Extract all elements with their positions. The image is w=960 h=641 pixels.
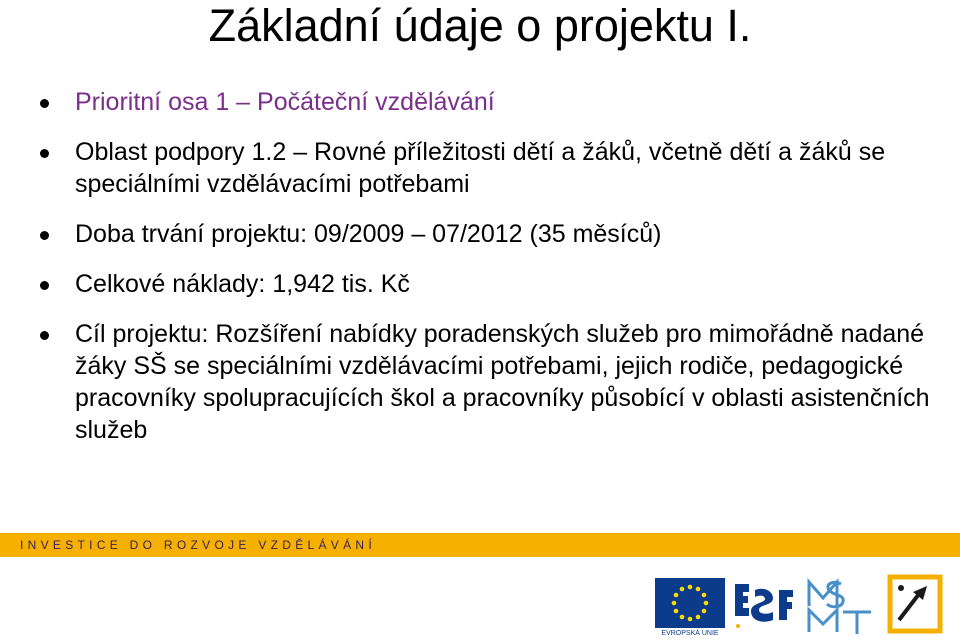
bullet-dot-icon xyxy=(40,149,49,158)
msmt-logo-icon xyxy=(805,576,875,636)
bullet-text: Celkové náklady: 1,942 tis. Kč xyxy=(75,270,410,298)
bullet-dot-icon xyxy=(40,331,49,340)
bullet-item-duration xyxy=(40,218,930,250)
bullet-list xyxy=(40,86,930,446)
bullet-item-costs xyxy=(40,268,930,300)
bullet-item-support-area xyxy=(40,136,930,200)
bullet-item-goal xyxy=(40,318,930,446)
eu-caption: EVROPSKÁ UNIE xyxy=(661,630,719,637)
op-vk-logo-icon xyxy=(887,574,945,636)
bullet-item-priority-axis xyxy=(40,86,930,118)
logo-strip xyxy=(655,574,955,638)
esf-logo-icon xyxy=(729,576,801,636)
eu-flag-icon xyxy=(655,578,725,628)
footer-band xyxy=(0,533,960,557)
bullet-text: Prioritní osa 1 – Počáteční vzdělávání xyxy=(75,88,495,116)
slide-title: Základní údaje o projektu I. xyxy=(208,0,752,51)
bullet-text: Doba trvání projektu: 09/2009 – 07/2012 (35 měsíců) xyxy=(75,220,662,248)
bullet-text: Cíl projektu: Rozšíření nabídky poradenských služeb pro mimořádně nadané žáky SŠ se speciálními vzdělávacími potřebami, jejich rodiče, pedagogické pracovníky spolupracujících škol a pracovníky působící v oblasti asistenčních služeb xyxy=(75,320,930,444)
bullet-dot-icon xyxy=(40,281,49,290)
footer-band-text: INVESTICE DO ROZVOJE VZDĚLÁVÁNÍ xyxy=(20,538,377,552)
bullet-text: Oblast podpory 1.2 – Rovné příležitosti dětí a žáků, včetně dětí a žáků se speciálními vzdělávacími potřebami xyxy=(75,138,886,198)
bullet-dot-icon xyxy=(40,99,49,108)
bullet-dot-icon xyxy=(40,231,49,240)
